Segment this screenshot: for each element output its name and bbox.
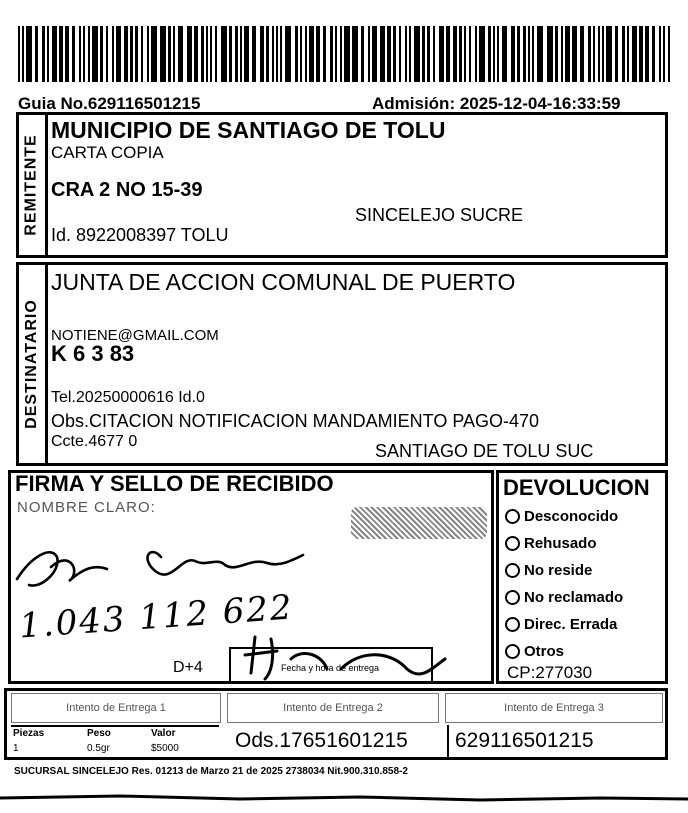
barcode-bar <box>92 26 98 82</box>
barcode-bar <box>561 26 563 82</box>
barcode-bar <box>187 26 192 82</box>
dplus-label: D+4 <box>173 659 203 676</box>
devolucion-title: DEVOLUCION <box>503 475 650 500</box>
option-rehusado[interactable]: Rehusado <box>505 530 623 557</box>
barcode-bar <box>488 26 491 82</box>
barcode-bar <box>422 26 425 82</box>
remitente-box <box>16 112 668 258</box>
barcode-bar <box>194 26 198 82</box>
barcode <box>18 26 670 82</box>
barcode-bar <box>42 26 45 82</box>
recibido-title: FIRMA Y SELLO DE RECIBIDO <box>15 471 334 496</box>
piezas-header: Piezas <box>13 728 45 739</box>
radio-circle-icon <box>505 509 520 524</box>
barcode-bar <box>221 26 227 82</box>
option-no-reclamado[interactable]: No reclamado <box>505 584 623 611</box>
barcode-bar <box>266 26 269 82</box>
barcode-bar <box>160 26 166 82</box>
remitente-sub: CARTA COPIA <box>51 143 164 162</box>
barcode-bar <box>497 26 499 82</box>
footer-legal: SUCURSAL SINCELEJO Res. 01213 de Marzo 21 de 2025 2738034 Nit.900.310.858-2 <box>14 766 408 777</box>
barcode-bar <box>459 26 462 82</box>
remitente-label: REMITENTE <box>19 115 48 255</box>
barcode-bar <box>464 26 466 82</box>
barcode-bar <box>309 26 314 82</box>
barcode-bar <box>35 26 38 82</box>
barcode-bar <box>372 26 377 82</box>
barcode-bar <box>632 26 637 82</box>
barcode-bar <box>52 26 57 82</box>
barcode-bar <box>276 26 278 82</box>
barcode-bar <box>352 26 358 82</box>
barcode-bar <box>141 26 143 82</box>
barcode-bar <box>502 26 507 82</box>
valor-header: Valor <box>151 728 176 739</box>
barcode-bar <box>124 26 128 82</box>
torn-edge-line <box>0 792 688 808</box>
barcode-bar <box>627 26 629 82</box>
piezas-table <box>11 725 219 759</box>
barcode-bar <box>252 26 256 82</box>
barcode-bar <box>300 26 302 82</box>
barcode-bar <box>112 26 114 82</box>
radio-circle-icon <box>505 536 520 551</box>
barcode-bar <box>83 26 85 82</box>
stamp-smudge <box>351 507 487 539</box>
remitente-address: CRA 2 NO 15-39 <box>51 179 203 201</box>
barcode-bar <box>622 26 625 82</box>
divider <box>447 725 453 757</box>
barcode-bar <box>668 26 670 82</box>
barcode-bar <box>335 26 337 82</box>
barcode-bar <box>580 26 584 82</box>
barcode-bar <box>72 26 75 82</box>
barcode-bar <box>18 26 20 82</box>
valor-value: $5000 <box>151 743 179 754</box>
barcode-bar <box>433 26 435 82</box>
destinatario-obs: Obs.CITACION NOTIFICACION MANDAMIENTO PAGO-470 <box>51 411 540 431</box>
barcode-bar <box>168 26 171 82</box>
barcode-bar <box>235 26 238 82</box>
barcode-bar <box>380 26 385 82</box>
radio-circle-icon <box>505 617 520 632</box>
barcode-bar <box>116 26 121 82</box>
barcode-bar <box>106 26 108 82</box>
destinatario-code: K 6 3 83 <box>51 341 135 366</box>
intentos-box <box>4 688 668 760</box>
guide-number: Guia No.629116501215 <box>18 94 201 113</box>
handwritten-id: 1.043 112 622 <box>17 587 295 647</box>
barcode-bar <box>528 26 530 82</box>
intento-3: Intento de Entrega 3 <box>445 693 663 723</box>
devolucion-options <box>505 503 623 665</box>
barcode-bar <box>47 26 49 82</box>
barcode-bar <box>409 26 411 82</box>
barcode-bar <box>588 26 591 82</box>
remitente-city: SINCELEJO SUCRE <box>355 205 524 225</box>
option-no-reside[interactable]: No reside <box>505 557 623 584</box>
barcode-bar <box>173 26 175 82</box>
delivery-stamp <box>229 647 433 683</box>
barcode-bar <box>147 26 149 82</box>
barcode-bar <box>615 26 618 82</box>
barcode-bar <box>555 26 558 82</box>
barcode-bar <box>272 26 274 82</box>
barcode-bar <box>26 26 32 82</box>
barcode-bar <box>100 26 103 82</box>
barcode-bar <box>639 26 643 82</box>
remitente-name: MUNICIPIO DE SANTIAGO DE TOLU <box>51 117 446 143</box>
barcode-bar <box>344 26 350 82</box>
stamp-scribble <box>231 629 451 685</box>
barcode-bar <box>22 26 24 82</box>
destinatario-email: NOTIENE@GMAIL.COM <box>51 327 219 344</box>
barcode-bar <box>479 26 485 82</box>
destinatario-box <box>16 262 668 466</box>
barcode-bar <box>427 26 430 82</box>
barcode-bar <box>244 26 249 82</box>
barcode-bar <box>453 26 457 82</box>
radio-circle-icon <box>505 563 520 578</box>
barcode-bar <box>229 26 232 82</box>
barcode-bar <box>361 26 364 82</box>
destinatario-name: JUNTA DE ACCION COMUNAL DE PUERTO <box>51 269 516 295</box>
barcode-bar <box>593 26 595 82</box>
barcode-bar <box>399 26 401 82</box>
barcode-bar <box>206 26 208 82</box>
barcode-bar <box>547 26 553 82</box>
barcode-bar <box>493 26 495 82</box>
ods-number: Ods.17651601215 <box>235 729 408 752</box>
barcode-bar <box>537 26 543 82</box>
option-direc-errada[interactable]: Direc. Errada <box>505 611 623 638</box>
option-desconocido[interactable]: Desconocido <box>505 503 623 530</box>
barcode-bar <box>210 26 212 82</box>
barcode-bar <box>523 26 526 82</box>
radio-circle-icon <box>505 644 520 659</box>
barcode-bar <box>565 26 570 82</box>
barcode-bar <box>340 26 342 82</box>
barcode-bar <box>79 26 81 82</box>
destinatario-ccte: Ccte.4677 0 <box>51 433 138 450</box>
barcode-bar <box>405 26 407 82</box>
barcode-bar <box>602 26 604 82</box>
barcode-bar <box>135 26 138 82</box>
devolucion-box <box>496 470 668 684</box>
barcode-bar <box>295 26 298 82</box>
barcode-bar <box>663 26 665 82</box>
peso-value: 0.5gr <box>87 743 110 754</box>
guia-number-bottom: 629116501215 <box>455 729 594 752</box>
barcode-bar <box>606 26 612 82</box>
barcode-bar <box>178 26 183 82</box>
barcode-bar <box>215 26 217 82</box>
barcode-bar <box>387 26 391 82</box>
destinatario-label: DESTINATARIO <box>19 265 48 463</box>
barcode-bar <box>260 26 264 82</box>
barcode-bar <box>475 26 477 82</box>
barcode-bar <box>316 26 320 82</box>
barcode-bar <box>240 26 242 82</box>
peso-header: Peso <box>87 728 111 739</box>
barcode-bar <box>285 26 291 82</box>
barcode-bar <box>532 26 534 82</box>
intento-2: Intento de Entrega 2 <box>227 693 439 723</box>
barcode-bar <box>652 26 655 82</box>
piezas-value: 1 <box>13 743 19 754</box>
barcode-bar <box>439 26 444 82</box>
barcode-bar <box>517 26 520 82</box>
nombre-claro-label: NOMBRE CLARO: <box>17 499 156 516</box>
torn-edge <box>0 792 688 808</box>
barcode-bar <box>511 26 515 82</box>
barcode-bar <box>446 26 450 82</box>
intento-1: Intento de Entrega 1 <box>11 693 221 723</box>
admission-date: Admisión: 2025-12-04-16:33:59 <box>372 94 621 113</box>
delivery-stamp-text: Fecha y hora de entrega <box>281 663 380 673</box>
barcode-bar <box>414 26 420 82</box>
barcode-bar <box>59 26 63 82</box>
barcode-bar <box>201 26 204 82</box>
barcode-bar <box>151 26 157 82</box>
option-otros[interactable]: Otros <box>505 638 623 665</box>
barcode-bar <box>88 26 90 82</box>
barcode-bar <box>130 26 133 82</box>
barcode-bar <box>323 26 326 82</box>
codigo-postal: CP:277030 <box>507 663 593 682</box>
radio-circle-icon <box>505 590 520 605</box>
barcode-bar <box>598 26 600 82</box>
barcode-bar <box>659 26 661 82</box>
barcode-bar <box>368 26 370 82</box>
barcode-bar <box>280 26 282 82</box>
barcode-bar <box>469 26 471 82</box>
remitente-id: Id. 8922008397 TOLU <box>51 225 229 245</box>
barcode-bar <box>645 26 649 82</box>
destinatario-city: SANTIAGO DE TOLU SUC <box>375 441 594 461</box>
barcode-bar <box>305 26 307 82</box>
barcode-bar <box>65 26 69 82</box>
barcode-bar <box>393 26 396 82</box>
barcode-bar <box>330 26 333 82</box>
recibido-box <box>8 470 494 684</box>
destinatario-tel: Tel.20250000616 Id.0 <box>51 389 205 406</box>
barcode-bar <box>572 26 577 82</box>
